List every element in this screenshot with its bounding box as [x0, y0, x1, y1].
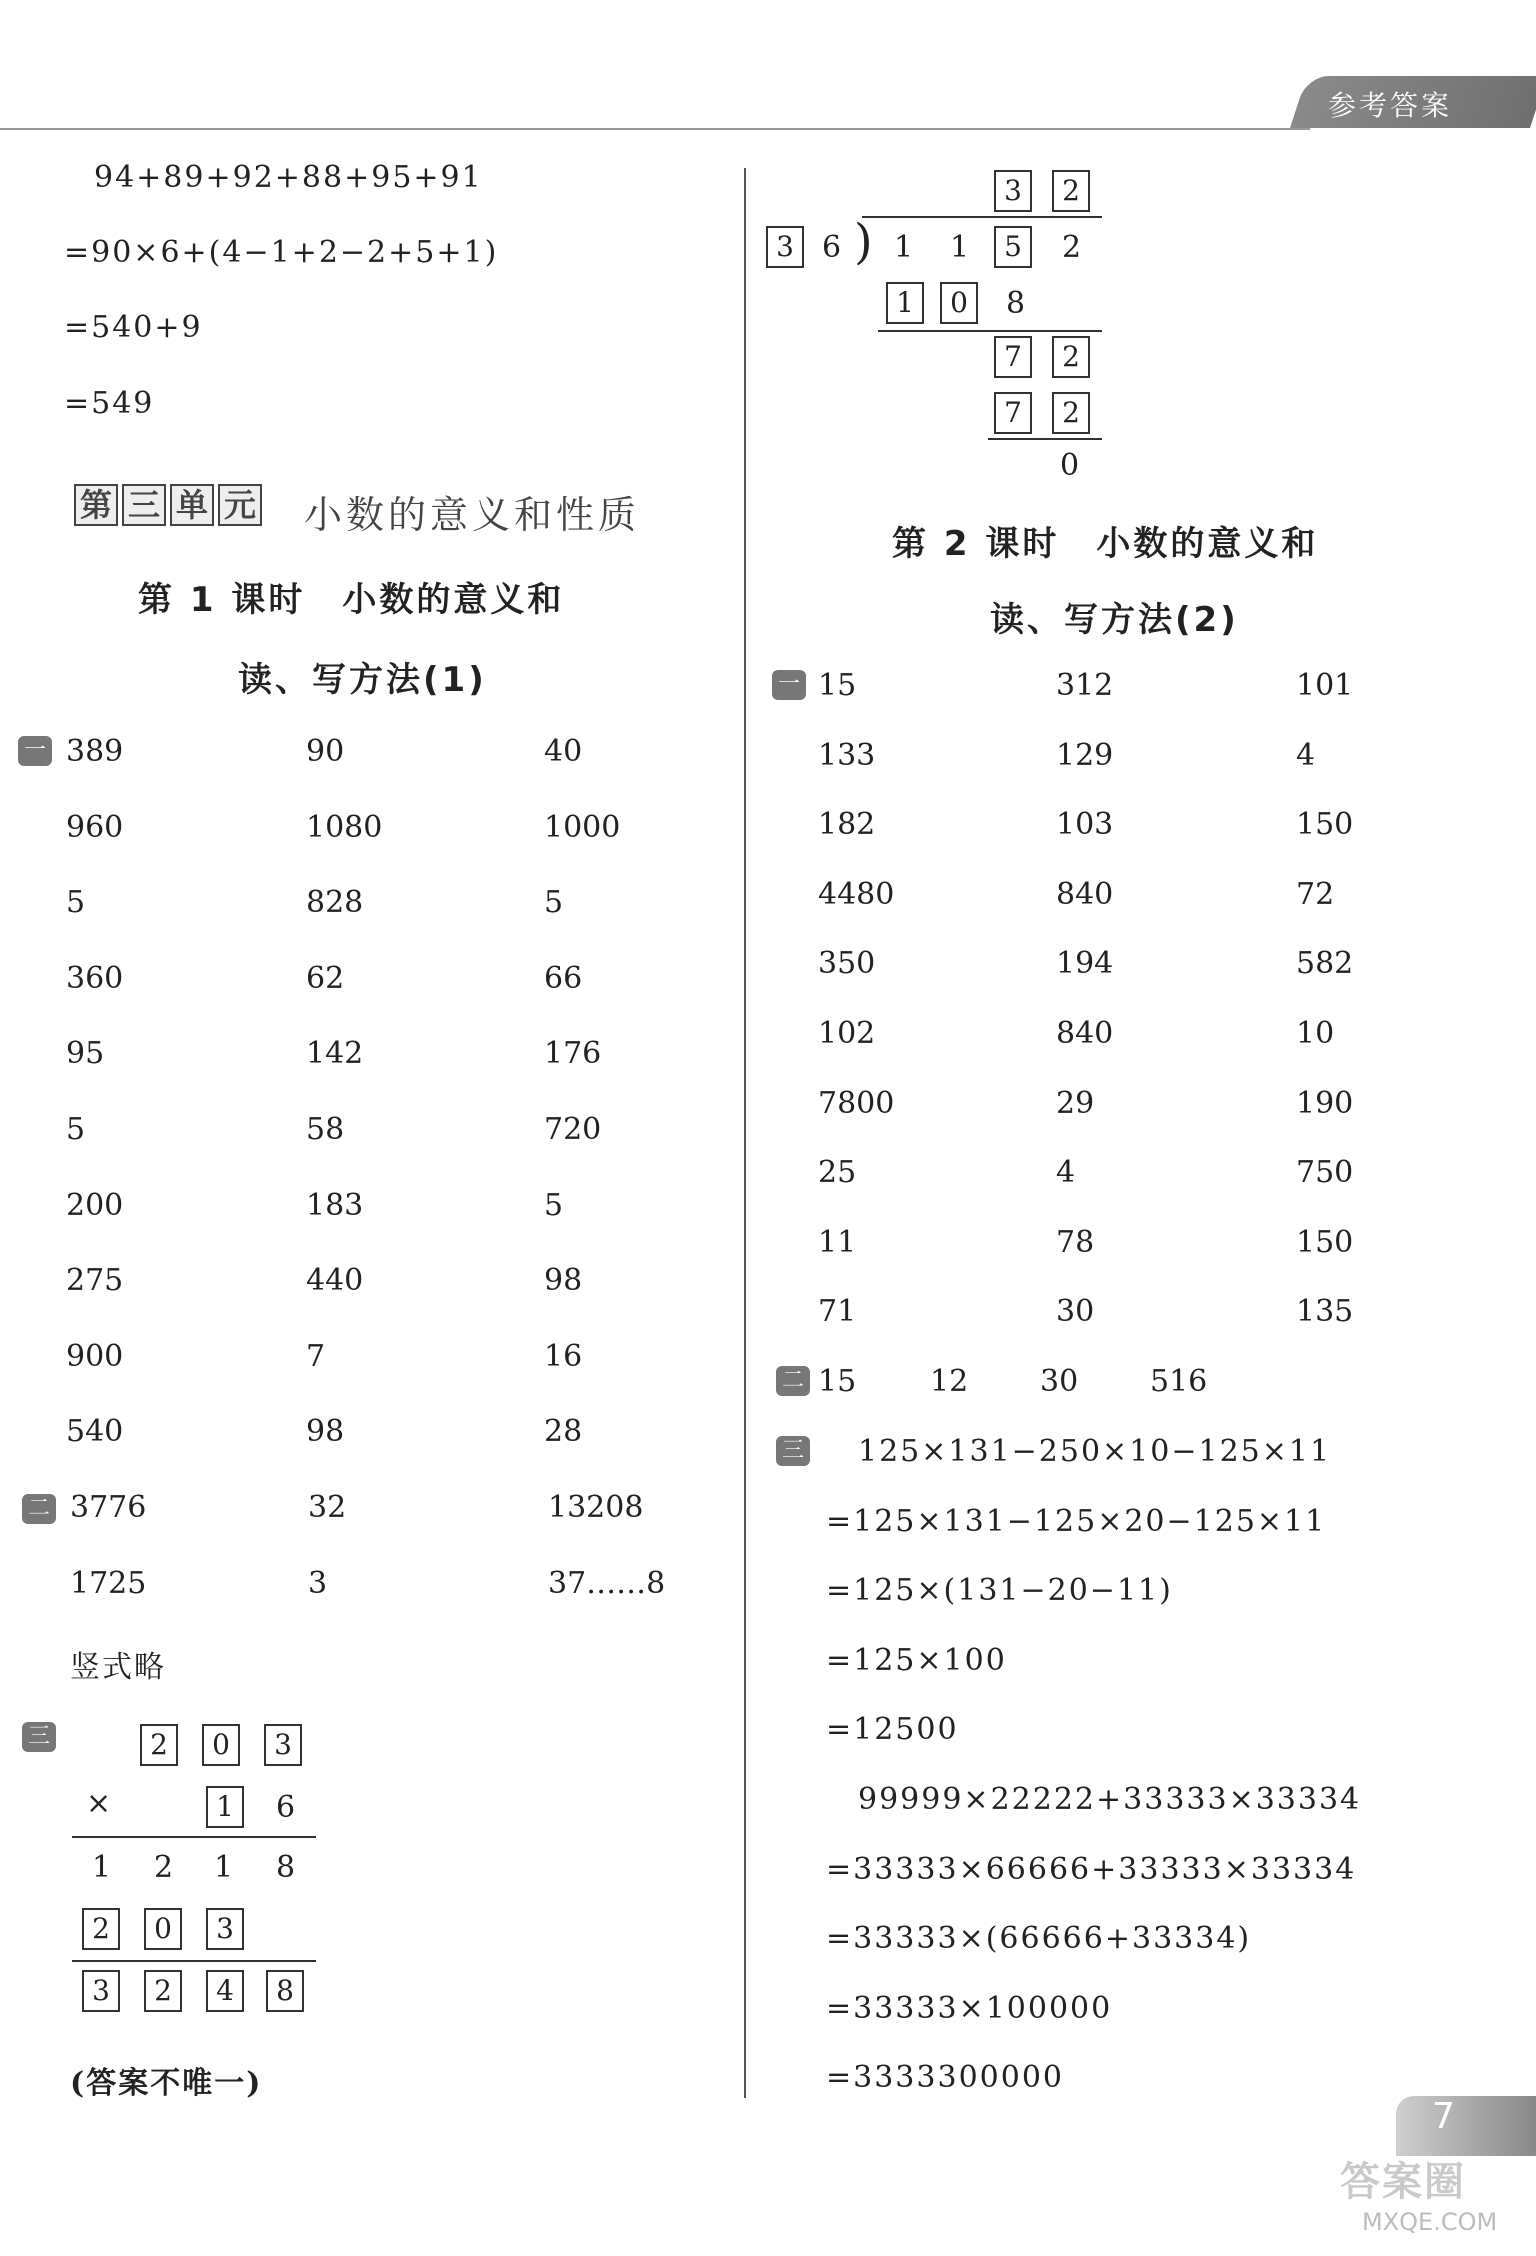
grid-cell: 7800 — [818, 1085, 895, 1121]
quotient-box: 3 — [994, 170, 1032, 212]
value: 516 — [1150, 1364, 1208, 1399]
grid-cell: 1080 — [306, 809, 383, 845]
grid-cell: 960 — [66, 809, 124, 845]
grid-cell: 32 — [308, 1490, 347, 1525]
grid-cell: 133 — [818, 737, 876, 773]
grid-cell: 4 — [1296, 737, 1316, 773]
rule — [72, 1836, 316, 1838]
grid-cell: 3 — [308, 1566, 328, 1601]
grid-cell: 90 — [306, 734, 345, 769]
section-marker-2: 二 — [776, 1366, 810, 1396]
grid-cell: 101 — [1296, 668, 1354, 703]
times-sign: × — [86, 1786, 112, 1821]
grid-cell: 5 — [66, 885, 86, 921]
divisor-box: 3 — [766, 226, 804, 268]
grid-cell: 582 — [1296, 946, 1354, 982]
grid-cell: 1725 — [70, 1566, 147, 1601]
grid-cell: 135 — [1296, 1294, 1354, 1330]
grid-cell: 129 — [1056, 737, 1114, 773]
grid-cell: 183 — [306, 1187, 364, 1223]
grid-cell: 40 — [544, 734, 583, 769]
quotient-box: 2 — [1052, 170, 1090, 212]
remainder: 0 — [1060, 448, 1080, 483]
grid-cell: 78 — [1056, 1224, 1095, 1260]
grid-cell: 16 — [544, 1338, 583, 1374]
grid-cell: 4480 — [818, 876, 895, 912]
grid-cell: 3776 — [70, 1490, 147, 1525]
grid-cell: 71 — [818, 1294, 857, 1330]
grid-cell: 312 — [1056, 668, 1114, 703]
lesson1-title-line2: 读、写方法(1) — [238, 660, 487, 700]
unit-char: 第 — [74, 484, 118, 526]
grid-cell: 7 — [306, 1338, 326, 1374]
grid-cell: 275 — [66, 1263, 124, 1299]
grid-cell: 29 — [1056, 1085, 1095, 1121]
grid-cell: 66 — [544, 960, 583, 996]
grid-cell: 5 — [544, 1187, 564, 1223]
calc-line: =33333×66666+33333×33334 — [826, 1851, 1357, 1887]
section-marker-2: 二 — [22, 1494, 56, 1524]
calc-line: =540+9 — [64, 310, 203, 345]
digit-box: 0 — [202, 1724, 240, 1766]
digit-box: 2 — [140, 1724, 178, 1766]
lesson2-title-line2: 读、写方法(2) — [990, 600, 1239, 640]
unit-char: 单 — [170, 484, 214, 526]
digit: 8 — [276, 1850, 296, 1885]
grid-cell: 15 — [818, 668, 857, 703]
digit-box: 3 — [82, 1970, 120, 2012]
grid-cell: 828 — [306, 885, 364, 921]
grid-cell: 103 — [1056, 807, 1114, 843]
grid-cell: 13208 — [548, 1490, 644, 1525]
grid-cell: 102 — [818, 1016, 876, 1051]
lesson1-title-line1: 第 1 课时 小数的意义和 — [138, 580, 565, 620]
dividend-digit: 1 — [894, 230, 914, 265]
unit-label — [74, 484, 266, 526]
section-marker-3: 三 — [22, 1722, 56, 1752]
value: 15 — [818, 1364, 857, 1399]
grid-cell: 900 — [66, 1338, 124, 1374]
digit-box: 2 — [144, 1970, 182, 2012]
digit-box: 8 — [266, 1970, 304, 2012]
dividend-box: 5 — [994, 226, 1032, 268]
grid-cell: 30 — [1056, 1294, 1095, 1330]
digit: 1 — [214, 1850, 234, 1885]
grid-cell: 62 — [306, 960, 345, 996]
calc-line: 94+89+92+88+95+91 — [94, 160, 483, 195]
unit-title: 小数的意义和性质 — [304, 493, 641, 537]
grid-cell: 1000 — [544, 809, 621, 845]
grid-cell: 360 — [66, 960, 124, 996]
step-box: 0 — [940, 282, 978, 324]
step-box: 7 — [994, 336, 1032, 378]
grid-cell: 750 — [1296, 1155, 1354, 1191]
page-number-tab — [1396, 2096, 1536, 2156]
calc-line: =125×(131−20−11) — [826, 1573, 1173, 1609]
grid-cell: 720 — [544, 1112, 602, 1147]
section-marker-1: 一 — [772, 670, 806, 700]
watermark-logo: 答案圈 — [1340, 2159, 1466, 2205]
digit-box: 2 — [82, 1908, 120, 1950]
step-box: 2 — [1052, 392, 1090, 434]
note-omitted: 竖式略 — [70, 1650, 166, 1685]
calc-line: 125×131−250×10−125×11 — [858, 1434, 1332, 1469]
division-bar — [862, 216, 1102, 218]
grid-cell: 98 — [544, 1263, 583, 1299]
grid-cell: 25 — [818, 1155, 857, 1191]
column-divider — [744, 168, 746, 2098]
grid-cell: 176 — [544, 1036, 602, 1072]
note-not-unique: (答案不唯一) — [70, 2066, 263, 2101]
grid-cell: 98 — [306, 1414, 345, 1450]
dividend-digit: 1 — [950, 230, 970, 265]
unit-char: 三 — [122, 484, 166, 526]
grid-cell: 190 — [1296, 1085, 1354, 1121]
rule — [72, 1960, 316, 1962]
digit-box: 1 — [206, 1786, 244, 1828]
calc-line: =33333×(66666+33334) — [826, 1921, 1252, 1957]
grid-cell: 4 — [1056, 1155, 1076, 1191]
calc-line: =33333×100000 — [826, 1990, 1113, 2026]
section-marker-3: 三 — [776, 1436, 810, 1466]
grid-cell: 350 — [818, 946, 876, 982]
digit: 1 — [92, 1850, 112, 1885]
digit-box: 0 — [144, 1908, 182, 1950]
grid-cell: 182 — [818, 807, 876, 843]
dividend-digit: 2 — [1062, 230, 1082, 265]
calc-line: =3333300000 — [826, 2060, 1065, 2096]
value: 30 — [1040, 1364, 1079, 1399]
grid-cell: 389 — [66, 734, 124, 769]
page-number: 7 — [1432, 2096, 1455, 2137]
digit: 2 — [154, 1850, 174, 1885]
divisor-digit: 6 — [822, 230, 842, 265]
step-digit: 8 — [1006, 286, 1026, 321]
grid-cell: 200 — [66, 1187, 124, 1223]
grid-cell: 58 — [306, 1112, 345, 1147]
calc-line: =12500 — [826, 1712, 959, 1748]
calc-line: =125×100 — [826, 1642, 1007, 1678]
calc-line: 99999×22222+33333×33334 — [858, 1782, 1362, 1817]
division-bracket: ) — [854, 214, 873, 270]
digit-box: 4 — [206, 1970, 244, 2012]
value: 12 — [930, 1364, 969, 1399]
grid-cell: 10 — [1296, 1016, 1335, 1051]
step-box: 1 — [886, 282, 924, 324]
grid-cell: 11 — [818, 1224, 857, 1260]
watermark-url: MXQE.COM — [1362, 2208, 1498, 2236]
header-tab-label: 参考答案 — [1328, 89, 1453, 122]
grid-cell: 37……8 — [548, 1566, 666, 1601]
digit-box: 3 — [264, 1724, 302, 1766]
grid-cell: 150 — [1296, 807, 1354, 843]
calc-line: =125×131−125×20−125×11 — [826, 1503, 1327, 1539]
calc-line: =549 — [64, 386, 155, 421]
unit-char: 元 — [218, 484, 262, 526]
header-rule — [0, 128, 1310, 130]
calc-line: =90×6+(4−1+2−2+5+1) — [64, 235, 499, 270]
section-marker-1: 一 — [18, 736, 52, 766]
grid-cell: 194 — [1056, 946, 1114, 982]
grid-cell: 28 — [544, 1414, 583, 1450]
grid-cell: 150 — [1296, 1224, 1354, 1260]
grid-cell: 95 — [66, 1036, 105, 1072]
rule — [988, 438, 1102, 440]
digit: 6 — [276, 1790, 296, 1825]
digit-box: 3 — [206, 1908, 244, 1950]
grid-cell: 5 — [544, 885, 564, 921]
grid-cell: 540 — [66, 1414, 124, 1450]
step-box: 7 — [994, 392, 1032, 434]
grid-cell: 840 — [1056, 1016, 1114, 1051]
grid-cell: 142 — [306, 1036, 364, 1072]
grid-cell: 5 — [66, 1112, 86, 1147]
grid-cell: 440 — [306, 1263, 364, 1299]
step-box: 2 — [1052, 336, 1090, 378]
grid-cell: 840 — [1056, 876, 1114, 912]
lesson2-title-line1: 第 2 课时 小数的意义和 — [892, 524, 1319, 564]
grid-cell: 72 — [1296, 876, 1335, 912]
rule — [878, 330, 1102, 332]
